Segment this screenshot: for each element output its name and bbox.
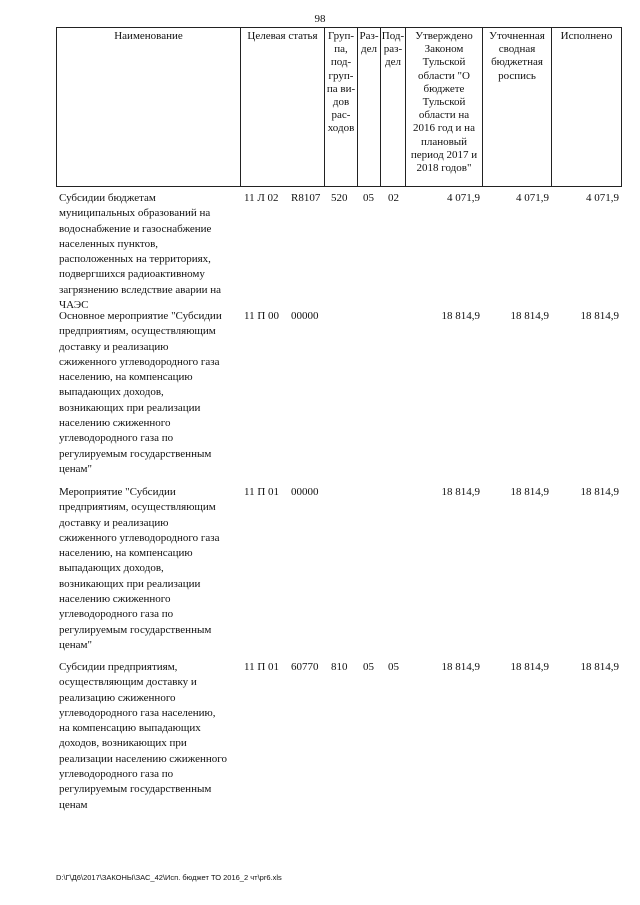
row-subsection: 02	[388, 192, 399, 204]
header-group: Груп- па, под- груп- па ви- дов рас- ходов	[324, 27, 358, 187]
row-code-a: 11 Л 02	[244, 192, 279, 204]
row-code-a: 11 П 01	[244, 486, 280, 498]
row-code-a: 11 П 00	[244, 310, 280, 322]
row-approved: 18 814,9	[441, 486, 480, 498]
row-executed: 4 071,9	[586, 192, 619, 204]
row-code-a: 11 П 01	[244, 661, 280, 673]
row-code-b: 00000	[291, 310, 319, 322]
header-approved: Утверждено Законом Тульской области "О бюджете Тульской области на 2016 год и на плановый период 2017 и 2018 годов"	[405, 27, 483, 187]
header-section: Раз- дел	[357, 27, 381, 187]
row-subsection: 05	[388, 661, 399, 673]
row-name: Субсидии бюджетам муниципальных образований на водоснабжение и газоснабжение населенных пунктов, расположенных на территориях, подвергшихся радиоактивному загрязнению вследствие аварии на ЧАЭС	[59, 192, 221, 312]
row-code-b: R8107	[291, 192, 321, 204]
row-name: Мероприятие "Субсидии предприятиям, осуществляющим доставку и реализацию сжиженного углеводородного газа населению, на компенсацию выпадающих доходов, возникающих при реализации населению сжиженного углеводородного газа по регулируемым государственным ценам"	[59, 486, 220, 651]
header-subsection: Под- раз- дел	[380, 27, 406, 187]
row-executed: 18 814,9	[580, 661, 619, 673]
row-name: Субсидии предприятиям, осуществляющим доставку и реализацию сжиженного углеводородного газа населению, на компенсацию выпадающих доходов, возникающих при реализации населению сжиженного углеводородного газа по регулируемым государственным ценам	[59, 661, 228, 811]
row-refined: 4 071,9	[516, 192, 549, 204]
row-approved: 18 814,9	[441, 661, 480, 673]
row-section: 05	[363, 661, 374, 673]
row-executed: 18 814,9	[580, 486, 619, 498]
row-approved: 4 071,9	[447, 192, 480, 204]
row-refined: 18 814,9	[510, 486, 549, 498]
row-approved: 18 814,9	[441, 310, 480, 322]
row-section: 05	[363, 192, 374, 204]
row-code-b: 60770	[291, 661, 319, 673]
header-refined: Уточненная сводная бюджетная роспись	[482, 27, 552, 187]
row-code-b: 00000	[291, 486, 319, 498]
header-executed: Исполнено	[551, 27, 622, 187]
row-executed: 18 814,9	[580, 310, 619, 322]
footer-file-path: D:\Г\Д6\2017\ЗАКОНЫ\ЗАС_42\Исп. бюджет ТО 2016_2 чт\pr6.xls	[56, 873, 282, 882]
row-group: 520	[331, 192, 348, 204]
header-target: Целевая статья	[240, 27, 325, 187]
row-refined: 18 814,9	[510, 661, 549, 673]
page-number: 98	[314, 13, 326, 25]
row-refined: 18 814,9	[510, 310, 549, 322]
row-group: 810	[331, 661, 348, 673]
row-name: Основное мероприятие "Субсидии предприятиям, осуществляющим доставку и реализацию сжиженного углеводородного газа населению, на компенсацию выпадающих доходов, возникающих при реализации населению сжиженного углеводородного газа по регулируемым государственным ценам"	[59, 310, 222, 475]
header-name: Наименование	[56, 27, 241, 187]
